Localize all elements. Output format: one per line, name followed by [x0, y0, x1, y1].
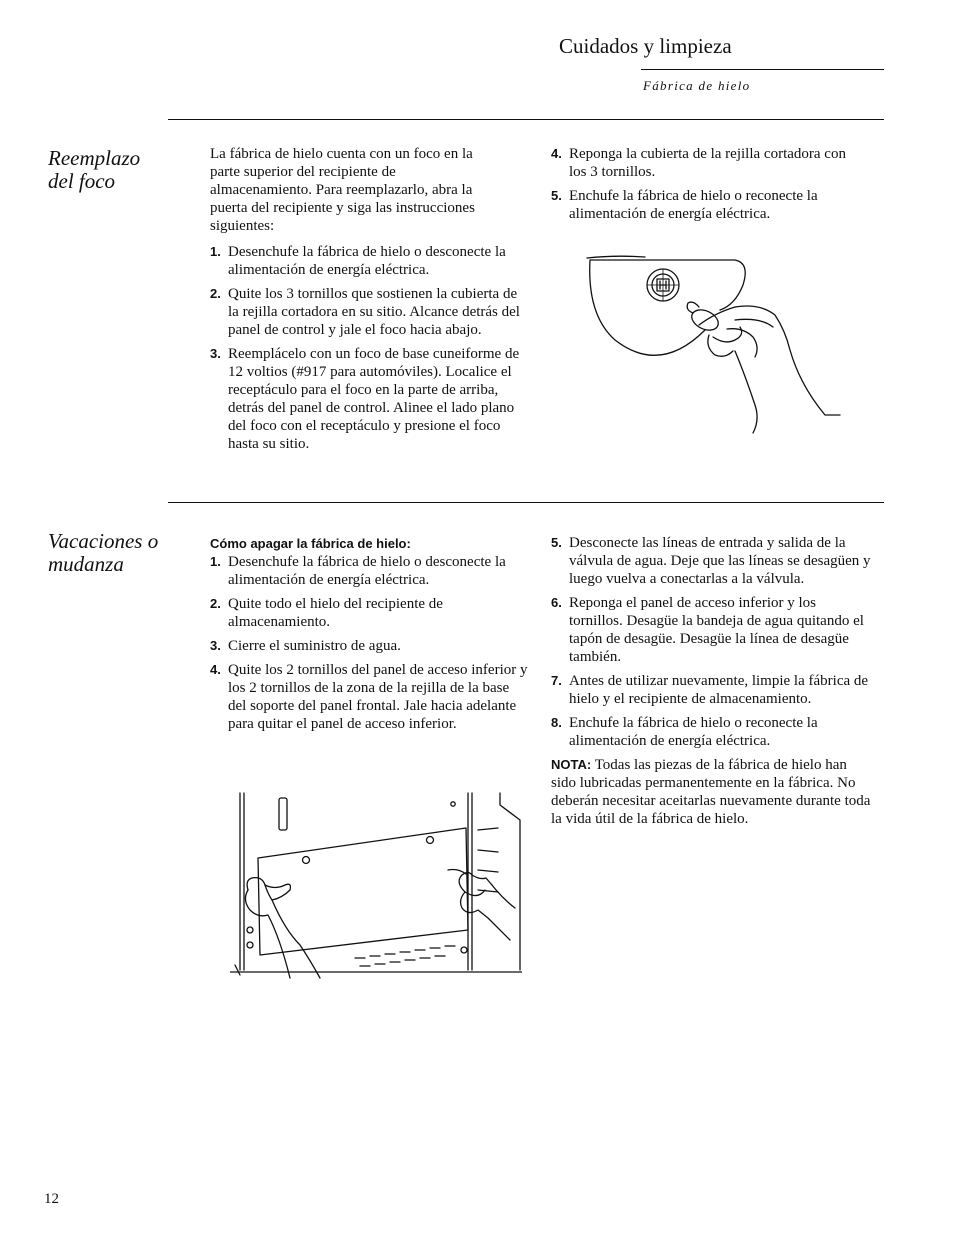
header-rule: [641, 69, 884, 70]
section2-steps-left: [210, 553, 530, 733]
list-item: 5. Desconecte las líneas de entrada y salida de la válvula de agua. Deje que las líneas se desagüen y luego vuelva a conectarlas a la válvula.: [551, 535, 871, 587]
page-number: 12: [44, 1191, 59, 1207]
nota-label: NOTA:: [551, 757, 592, 772]
list-item: 5. Enchufe la fábrica de hielo o reconecte la alimentación de energía eléctrica.: [551, 188, 818, 222]
list-item: 1. Desenchufe la fábrica de hielo o desconecte la alimentación de energía eléctrica.: [210, 244, 506, 278]
nota-text: Todas las piezas de la fábrica de hielo han sido lubricadas permanentemente en la fábrica. No deberán necesitar aceitarlas nuevamente durante toda la vida útil de la fábrica de hielo.: [551, 757, 871, 827]
section1-intro: La fábrica de hielo cuenta con un foco en la parte superior del recipiente de almacenamiento. Para reemplazarlo, abra la puerta del recipiente y siga las instrucciones siguientes:: [210, 146, 475, 234]
list-item: 6. Reponga el panel de acceso inferior y los tornillos. Desagüe la bandeja de agua quitando el tapón de desagüe. Desagüe la línea de desagüe también.: [551, 595, 864, 665]
section2-right-column: [551, 534, 871, 828]
section2-steps-right: [551, 534, 871, 750]
list-item: 1. Desenchufe la fábrica de hielo o desconecte la alimentación de energía eléctrica.: [210, 554, 506, 588]
section1-steps-right: [551, 145, 866, 223]
section1-right-column: [551, 145, 866, 229]
list-item: 4. Reponga la cubierta de la rejilla cortadora con los 3 tornillos.: [551, 146, 846, 180]
list-item: 2. Quite todo el hielo del recipiente de almacenamiento.: [210, 596, 443, 630]
section2-subhead: Cómo apagar la fábrica de hielo:: [210, 536, 411, 551]
list-item: 4. Quite los 2 tornillos del panel de acceso inferior y los 2 tornillos de la zona de la rejilla de la base del soporte del panel frontal. Jale hacia adelante para quitar el panel de acceso inferior.: [210, 662, 528, 732]
page-header-title: Cuidados y limpieza: [559, 34, 732, 58]
section-divider: [168, 502, 884, 503]
list-item: 7. Antes de utilizar nuevamente, limpie la fábrica de hielo y el recipiente de almacenamiento.: [551, 673, 869, 707]
section2-left-column: [210, 535, 530, 739]
list-item: 3. Reemplácelo con un foco de base cuneiforme de 12 voltios (#917 para automóviles). Localice el receptáculo para el foco en la parte de arriba, detrás del panel de control. Alinee el lado plano del foco con el receptáculo y presione el foco hasta su sitio.: [210, 346, 520, 452]
list-item: 3. Cierre el suministro de agua.: [210, 638, 401, 654]
section1-steps-left: [210, 243, 530, 453]
section-title-vacaciones: Vacaciones o mudanza: [48, 529, 159, 576]
bulb-replacement-illustration: [585, 255, 850, 440]
section1-left-column: [210, 145, 530, 459]
list-item: 2. Quite los 3 tornillos que sostienen la cubierta de la rejilla cortadora en su sitio. Alcance detrás del panel de control y jale el foco hacia abajo.: [210, 286, 520, 338]
section-divider: [168, 119, 884, 120]
access-panel-illustration: [230, 790, 522, 980]
nota-paragraph: [551, 756, 871, 828]
list-item: 8. Enchufe la fábrica de hielo o reconecte la alimentación de energía eléctrica.: [551, 715, 818, 749]
section-title-reemplazo: Reemplazo del foco: [48, 146, 141, 193]
page-header-subtitle: Fábrica de hielo: [643, 78, 751, 93]
